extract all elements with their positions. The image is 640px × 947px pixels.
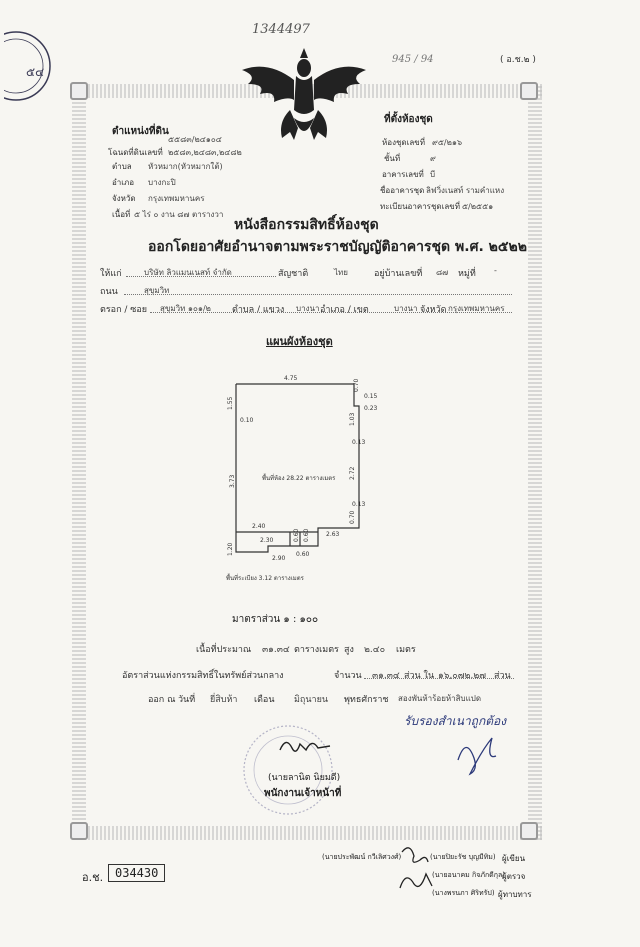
dim-right-015: 0.15 — [364, 393, 378, 400]
bottom-role-2: ผู้เขียน — [502, 854, 526, 863]
floor-plan-drawing — [216, 370, 396, 590]
bottom-name-1: (นายประพัฒน์ กวีเลิศวงศ์) — [322, 853, 402, 861]
nationality-label: สัญชาติ — [278, 269, 309, 279]
border-corner — [520, 82, 538, 100]
floor-plan-heading: แผนผังห้องชุด — [266, 335, 333, 348]
issued-month-label: เดือน — [254, 695, 275, 705]
address-value: ๘๗ — [436, 268, 449, 277]
dim-left-top: 1.55 — [227, 396, 234, 410]
road-label: ถนน — [100, 287, 118, 297]
dim-bottom-060a: 0.60 — [293, 528, 300, 542]
province-label: จังหวัด — [112, 194, 136, 203]
issued-day-label: วันที่ — [178, 695, 196, 705]
height-label: สูง — [344, 645, 354, 655]
officer-name: (นายลานิต นิยมดี) — [268, 773, 341, 783]
ratio-total-value: ๑๖,๐๗๒.๒๗ — [438, 671, 487, 681]
province-owner-value: กรุงเทพมหานคร — [448, 304, 505, 313]
issued-day-value: ยี่สิบห้า — [210, 695, 238, 705]
dim-bottom-263: 2.63 — [326, 531, 340, 538]
officer-signature — [276, 734, 336, 758]
handwritten-number: 1344497 — [252, 22, 310, 37]
owner-name-value: บริษัท ลิวแมนเนสท์ จำกัด — [144, 268, 232, 277]
ratio-underline — [364, 678, 514, 679]
height-unit: เมตร — [396, 645, 416, 655]
land-code-value: ๕๕๘๓/๒๔๑๐๔ — [168, 135, 222, 144]
dim-bottom-060b: 0.60 — [303, 528, 310, 542]
moo-value: - — [494, 266, 497, 275]
deed-number-label: โฉนดที่ดินเลขที่ — [108, 148, 163, 157]
checker-signature — [396, 866, 436, 896]
officer-title: พนักงานเจ้าหน้าที่ — [264, 788, 342, 799]
border-left — [72, 84, 86, 840]
floor-value: ๙ — [430, 154, 436, 163]
area-rai-label: เนื้อที่ — [112, 210, 131, 219]
amphoe-value: บางกะปิ — [148, 178, 176, 187]
dim-top-width: 4.75 — [284, 375, 298, 382]
building-name-value: ลิฟวิ่งเนสท์ รามคำแหง — [426, 186, 505, 195]
bottom-name-2: (นายปิยะรัช บุญมีทิม) — [430, 853, 496, 861]
dim-bottom-230: 2.30 — [260, 537, 274, 544]
serial-number: 034430 — [108, 864, 165, 882]
moo-label: หมู่ที่ — [458, 269, 476, 279]
document-title: หนังสือกรรมสิทธิ์ห้องชุด — [234, 217, 379, 233]
ratio-part-label: ส่วน ใน — [404, 671, 435, 681]
unit-location-heading: ที่ตั้งห้องชุด — [384, 114, 433, 125]
registry-label: ทะเบียนอาคารชุดเลขที่ — [380, 202, 460, 211]
province-value: กรุงเทพมหานคร — [148, 194, 205, 203]
handwritten-number-2: 945 / 94 — [392, 54, 434, 65]
height-value: ๒.๔๐ — [364, 645, 386, 655]
floor-label: ชั้นที่ — [384, 154, 401, 163]
area-value: ๓๑.๓๔ — [262, 645, 290, 655]
tambon-khwaeng-value: บางนา — [296, 304, 320, 313]
issued-month-value: มิถุนายน — [294, 695, 329, 705]
owner-name-underline — [126, 276, 276, 277]
dim-right-272: 2.72 — [349, 466, 356, 480]
balcony-area-label: พื้นที่ระเบียง 3.12 ตารางเมตร — [226, 575, 304, 582]
bottom-role-3: ผู้ตรวจ — [502, 872, 526, 881]
dim-bottom-290: 2.90 — [272, 555, 286, 562]
road-value: สุขุมวิท — [144, 286, 170, 295]
writer-signature — [398, 842, 432, 868]
ratio-amount-value: ๓๑.๓๔ — [372, 671, 400, 681]
ratio-amount-label: จำนวน — [334, 671, 362, 681]
ratio-end-label: ส่วน — [494, 671, 511, 681]
garuda-emblem-icon — [238, 40, 370, 150]
amphoe-label: อำเภอ — [112, 178, 135, 187]
road-underline — [124, 294, 512, 295]
dim-left-bottom: 1.20 — [227, 542, 234, 556]
bottom-name-4: (นางพรนภา ศิริทรัป) — [432, 889, 495, 897]
amphoe-khet-label: อำเภอ / เขต — [320, 305, 369, 315]
tambon-khwaeng-label: ตำบล / แขวง — [232, 305, 285, 315]
certified-copy-text: รับรองสำเนาถูกต้อง — [404, 714, 507, 728]
amphoe-khet-value: บางนา — [394, 304, 418, 313]
dim-right-013b: 0.13 — [352, 501, 366, 508]
bottom-name-3: (นายอนาคม กิจภักดีกุล) — [432, 871, 505, 879]
room-area-label: พื้นที่ห้อง 28.22 ตารางเมตร — [262, 475, 336, 482]
certifier-signature — [452, 730, 502, 780]
area-unit: ตารางเมตร — [294, 645, 339, 655]
page-marker: ( อ.ช.๒ ) — [500, 55, 536, 65]
province-owner-label: จังหวัด — [420, 305, 447, 315]
dim-inner-010: 0.10 — [240, 417, 254, 424]
issued-year-value: สองพันห้าร้อยห้าสิบแปด — [398, 694, 482, 703]
border-bottom — [72, 826, 542, 840]
owner-to-label: ให้แก่ — [100, 269, 122, 279]
address-label: อยู่บ้านเลขที่ — [374, 269, 423, 279]
nationality-value: ไทย — [334, 268, 348, 277]
bottom-role-4: ผู้ทาบทาร — [498, 890, 532, 899]
dim-right-070b: 0.70 — [349, 510, 356, 524]
building-label: อาคารเลขที่ — [382, 170, 424, 179]
registry-value: ๕/๒๕๕๑ — [462, 202, 494, 211]
scale-text: มาตราส่วน ๑ : ๑๐๐ — [232, 614, 319, 625]
dim-bottom-060c: 0.60 — [296, 551, 310, 558]
circular-stamp-icon — [4, 28, 56, 104]
dim-right-070: 0.70 — [353, 378, 360, 392]
issued-at-label: ออก ณ — [148, 695, 176, 705]
common-ratio-label: อัตราส่วนแห่งกรรมสิทธิ์ในทรัพย์ส่วนกลาง — [122, 671, 284, 681]
deed-number-value: ๒๕๘๓,๒๔๘๓,๒๔๘๒ — [168, 148, 242, 157]
soi-value: สุขุมวิท ๑๐๑/๒ — [160, 304, 211, 313]
tambon-label: ตำบล — [112, 162, 132, 171]
land-location-heading: ตำแหน่งที่ดิน — [112, 126, 169, 137]
dim-right-103: 1.03 — [349, 412, 356, 426]
dim-right-013a: 0.13 — [352, 439, 366, 446]
tambon-value: หัวหมาก(หัวหมากใต้) — [148, 162, 223, 171]
stamp-text: ๕๔ — [26, 65, 45, 79]
border-corner — [70, 82, 88, 100]
unit-number-value: ๙๕/๒๑๖ — [432, 138, 463, 147]
dim-right-023: 0.23 — [364, 405, 378, 412]
document-subtitle: ออกโดยอาศัยอำนาจตามพระราชบัญญัติอาคารชุด พ.ศ. ๒๕๒๒ — [148, 239, 527, 255]
dim-bottom-240: 2.40 — [252, 523, 266, 530]
unit-number-label: ห้องชุดเลขที่ — [382, 138, 425, 147]
issued-year-label: พุทธศักราช — [344, 695, 389, 705]
soi-underline — [150, 312, 512, 313]
border-corner — [520, 822, 538, 840]
area-label: เนื้อที่ประมาณ — [196, 645, 252, 655]
area-rai-value: ๕ ไร่ ๐ งาน ๘๗ ตารางวา — [134, 210, 224, 219]
serial-prefix: อ.ช. — [82, 871, 104, 884]
building-name-label: ชื่ออาคารชุด — [380, 186, 425, 195]
border-corner — [70, 822, 88, 840]
dim-left-main: 3.73 — [229, 474, 236, 488]
building-value: บี — [430, 170, 436, 179]
border-right — [528, 84, 542, 840]
soi-label: ตรอก / ซอย — [100, 305, 148, 315]
